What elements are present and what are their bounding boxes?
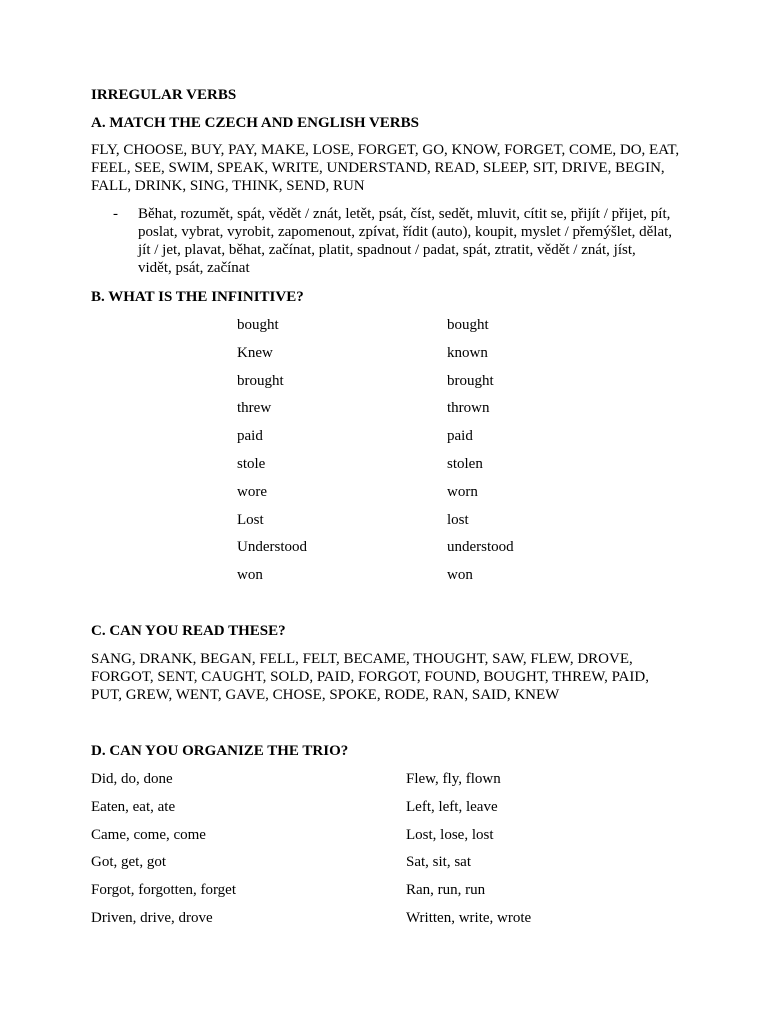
past-simple-cell: won (237, 567, 263, 584)
section-c-text: SANG, DRANK, BEGAN, FELL, FELT, BECAME, THOUGHT, SAW, FLEW, DROVE, FORGOT, SENT, CAUGHT, SOLD, PAID, FORGOT, FOUND, BOUGHT, THREW, PAID, PUT, GREW, WENT, GAVE, CHOSE, SPOKE, RODE, RAN, SAID, KNEW (91, 651, 649, 703)
past-participle-cell: understood (447, 539, 514, 556)
trio-cell-left: Came, come, come (91, 826, 206, 843)
past-simple-cell: paid (237, 428, 263, 445)
past-simple-cell: wore (237, 483, 267, 500)
trio-cell-left: Did, do, done (91, 771, 173, 787)
table-row (237, 455, 657, 483)
section-b-heading: B. WHAT IS THE INFINITIVE? (91, 289, 304, 305)
past-participle-cell: known (447, 344, 488, 361)
section-c-heading: C. CAN YOU READ THESE? (91, 623, 286, 639)
table-row (91, 881, 681, 909)
past-simple-cell: brought (237, 372, 284, 389)
trio-cell-right: Ran, run, run (406, 882, 486, 899)
past-simple-cell: Knew (237, 344, 273, 361)
table-row (91, 798, 681, 826)
past-participle-cell: worn (447, 483, 478, 500)
section-d-table (91, 770, 681, 937)
table-row (237, 427, 657, 455)
past-simple-cell: threw (237, 400, 272, 417)
table-row (237, 399, 657, 427)
document-title: IRREGULAR VERBS (91, 87, 237, 103)
trio-cell-right: Left, left, leave (406, 798, 498, 815)
trio-cell-right: Flew, fly, flown (406, 771, 501, 787)
past-simple-cell: Lost (237, 511, 264, 528)
past-simple-cell: Understood (237, 539, 307, 556)
past-participle-cell: brought (447, 372, 494, 389)
past-simple-cell: stole (237, 455, 266, 472)
table-row (91, 909, 681, 937)
past-participle-cell: won (447, 567, 473, 584)
table-row (237, 344, 657, 372)
trio-cell-left: Eaten, eat, ate (91, 798, 176, 815)
past-participle-cell: lost (447, 511, 469, 528)
section-a-english-verbs: FLY, CHOOSE, BUY, PAY, MAKE, LOSE, FORGET, GO, KNOW, FORGET, COME, DO, EAT, FEEL, SEE, SWIM, SPEAK, WRITE, UNDERSTAND, READ, SLEEP, SIT, DRIVE, BEGIN, FALL, DRINK, SING, THINK, SEND, RUN (91, 142, 680, 194)
trio-cell-right: Written, write, wrote (406, 909, 532, 926)
trio-cell-right: Sat, sit, sat (406, 854, 472, 871)
table-row (237, 538, 657, 566)
past-simple-cell: bought (237, 317, 279, 333)
table-row (237, 511, 657, 539)
table-row (237, 566, 657, 594)
trio-cell-right: Lost, lose, lost (406, 826, 494, 843)
section-d-heading: D. CAN YOU ORGANIZE THE TRIO? (91, 743, 349, 759)
table-row (237, 483, 657, 511)
table-row (91, 770, 681, 798)
table-row (237, 316, 657, 344)
table-row (91, 826, 681, 854)
table-row (91, 853, 681, 881)
past-participle-cell: thrown (447, 400, 490, 417)
trio-cell-left: Forgot, forgotten, forget (91, 882, 236, 899)
section-a-czech-verbs: Běhat, rozumět, spát, vědět / znát, letět, psát, číst, sedět, mluvit, cítit se, přijít / přijet, pít, poslat, vybrat, vyrobit, zapomenout, zpívat, řídit (auto), koupit, myslet / přemýšlet, dělat, jít / jet, plavat, běhat, začínat, platit, spadnout / padat, spát, ztratit, vědět / znát, jíst, vidět, psát, začínat (138, 206, 673, 276)
bullet-dash: - (113, 206, 118, 222)
table-row (237, 372, 657, 400)
section-a-heading: A. MATCH THE CZECH AND ENGLISH VERBS (91, 115, 419, 131)
trio-cell-left: Got, get, got (91, 854, 166, 871)
past-participle-cell: paid (447, 428, 473, 445)
section-b-table (237, 316, 657, 594)
trio-cell-left: Driven, drive, drove (91, 909, 213, 926)
past-participle-cell: stolen (447, 455, 483, 472)
past-participle-cell: bought (447, 317, 489, 333)
